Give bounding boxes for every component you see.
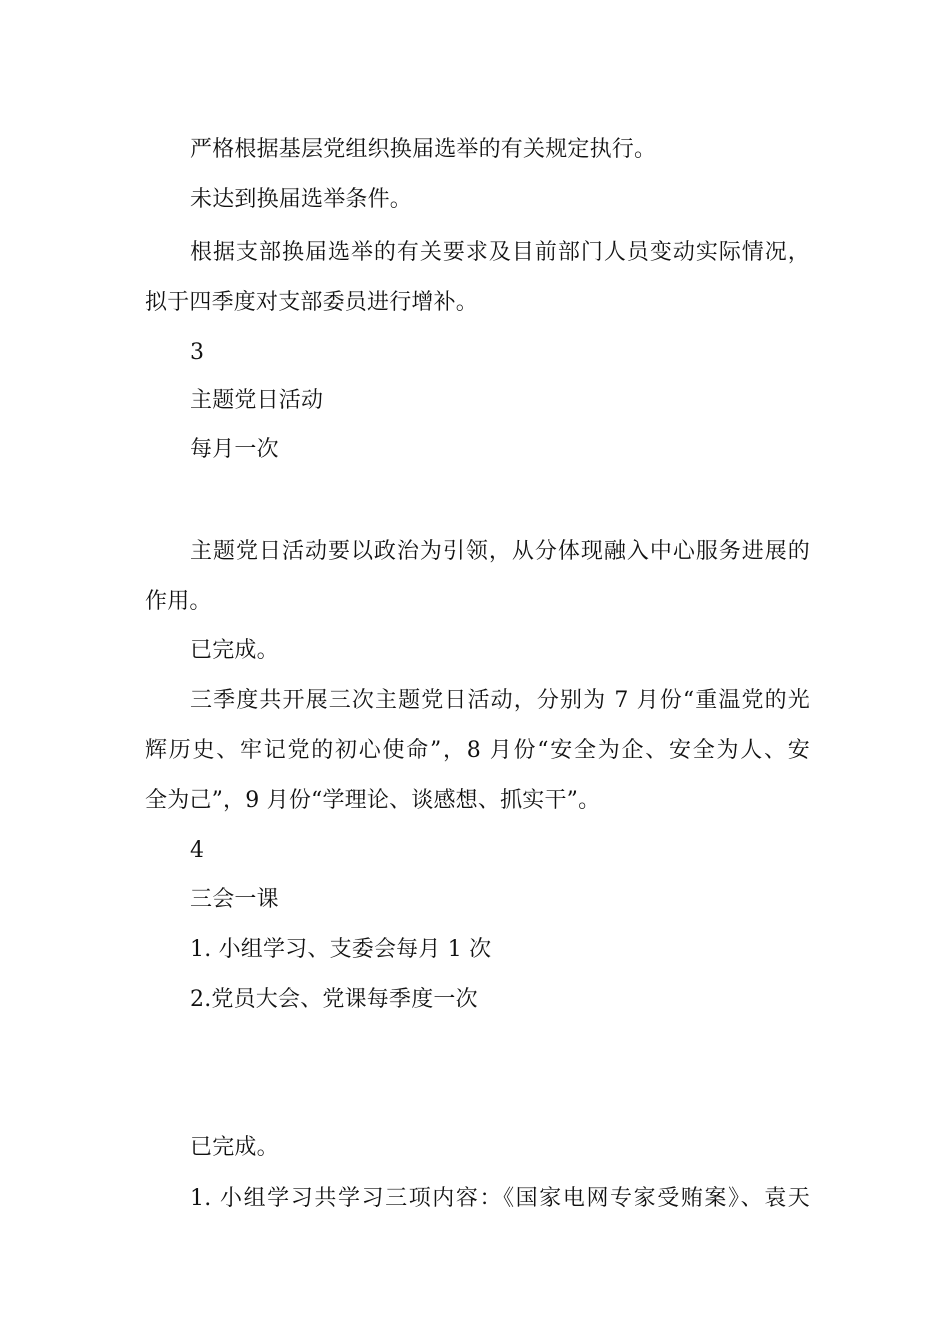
text-line-9: 作用。 [145,589,212,614]
frequency-line-4b: 2.党员大会、党课每季度一次 [190,987,478,1012]
status-line-3: 已完成。 [190,638,279,663]
section-number-3: 3 [190,340,205,365]
text-line-11: 三季度共开展三次主题党日活动，分别为 7 月份“重温党的光 [190,688,810,713]
frequency-line-3: 每月一次 [190,437,279,462]
section-number-4: 4 [190,838,205,863]
text-line-2: 未达到换届选举条件。 [190,187,413,212]
text-line-8: 主题党日活动要以政治为引领，从分体现融入中心服务进展的 [190,539,810,564]
text-line-12: 辉历史、牢记党的初心使命”，8 月份“安全为企、安全为人、安 [145,738,810,763]
text-line-4: 拟于四季度对支部委员进行增补。 [145,290,479,315]
section-title-4: 三会一课 [190,887,279,912]
text-line-19: 1. 小组学习共学习三项内容：《国家电网专家受贿案》、袁天 [190,1186,810,1211]
status-line-4: 已完成。 [190,1135,279,1160]
section-title-3: 主题党日活动 [190,388,324,413]
text-line-13: 全为己”，9 月份“学理论、谈感想、抓实干”。 [145,788,601,813]
text-line-1: 严格根据基层党组织换届选举的有关规定执行。 [190,137,657,162]
text-line-3: 根据支部换届选举的有关要求及目前部门人员变动实际情况， [190,240,810,265]
frequency-line-4a: 1. 小组学习、支委会每月 1 次 [190,937,492,962]
